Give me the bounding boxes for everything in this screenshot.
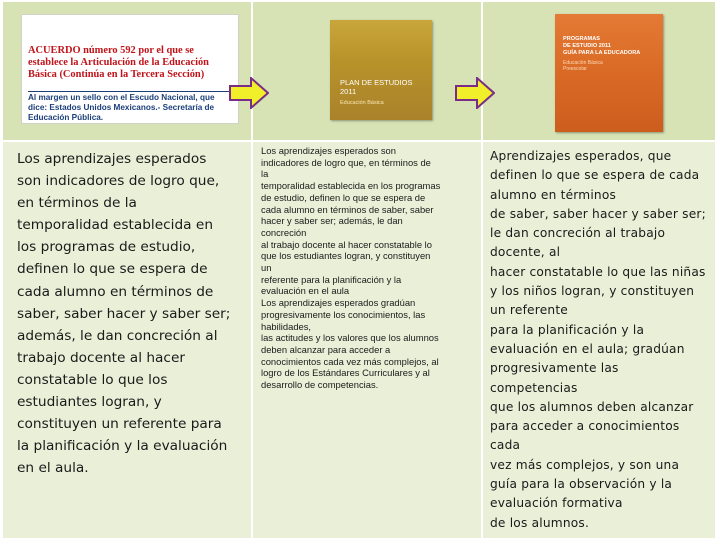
text-line: de saber, saber hacer y saber ser; xyxy=(490,206,706,221)
text-line: referente para la planificación y la xyxy=(261,273,402,285)
right-arrow-icon xyxy=(455,77,495,109)
text-line: son indicadores de logro que, xyxy=(17,173,220,190)
book1-title: PLAN DE ESTUDIOS 2011 xyxy=(340,78,413,96)
text-line: las actitudes y los valores que los alumnos xyxy=(261,332,439,344)
text-line: evaluación formativa xyxy=(490,496,623,511)
text-line: definen lo que se espera de xyxy=(17,261,208,278)
text-line: temporalidad establecida en los programas xyxy=(261,180,441,192)
text-line: definen lo que se espera de cada xyxy=(490,168,700,183)
text-line: que los alumnos deben alcanzar xyxy=(490,399,694,414)
text-line: evaluación en el aula; gradúan xyxy=(490,341,685,356)
text-line: guía para la observación y la xyxy=(490,477,673,492)
text-line: hacer y saber ser; además, le dan xyxy=(261,215,403,227)
text-line: concreción xyxy=(261,226,307,238)
programas-guia-book-cover xyxy=(555,14,663,132)
text-line: alumno en términos xyxy=(490,187,617,202)
text-line: docente, al xyxy=(490,245,561,260)
text-line: le dan concreción al trabajo xyxy=(490,226,666,241)
right-arrow-icon xyxy=(229,77,269,109)
text-line: Aprendizajes esperados, que xyxy=(490,149,672,163)
plan-paragraph xyxy=(261,145,477,391)
text-line: además, le dan concreción al xyxy=(17,327,218,344)
header-cell-acuerdo xyxy=(3,2,251,140)
text-line: la xyxy=(261,168,269,180)
plan-de-estudios-book-cover xyxy=(330,20,432,120)
text-line: Los aprendizajes esperados son xyxy=(261,145,396,156)
text-line: desarrollo de competencias. xyxy=(261,379,379,391)
text-line: de estudio, definen lo que se espera de xyxy=(261,191,426,203)
text-line: Los aprendizajes esperados xyxy=(17,151,207,167)
text-line: estudiantes logran, y xyxy=(17,394,162,411)
text-line: hacer constatable lo que las niñas xyxy=(490,264,706,279)
text-line: un xyxy=(261,262,272,274)
text-line: trabajo docente al hacer xyxy=(17,349,185,366)
comparison-table xyxy=(3,2,715,538)
text-line: vez más complejos, y son una xyxy=(490,457,680,472)
text-line: y los niños logran, y constituyen xyxy=(490,284,695,299)
text-line: en el aula. xyxy=(17,460,89,477)
text-line: para la planificación y la xyxy=(490,322,645,337)
text-line: en términos de la xyxy=(17,195,137,212)
programas-text-cell xyxy=(483,142,715,538)
text-line: un referente xyxy=(490,303,568,318)
text-line: habilidades, xyxy=(261,320,312,332)
text-line: cada alumno en términos de xyxy=(17,283,214,300)
text-line: progresivamente los conocimientos, las xyxy=(261,308,426,320)
text-line: saber, saber hacer y saber ser; xyxy=(17,305,231,322)
book2-title: PROGRAMAS DE ESTUDIO 2011 GUÍA PARA LA EDUCADORA xyxy=(563,36,641,56)
text-line: la planificación y la evaluación xyxy=(17,438,228,455)
text-line: los programas de estudio, xyxy=(17,239,196,256)
text-line: evaluación en el aula xyxy=(261,285,350,297)
text-line: progresivamente las xyxy=(490,361,619,376)
book2-subtitle: Educación Básica Preescolar xyxy=(563,60,603,72)
text-line: logro de los Estándares Curriculares y al xyxy=(261,367,430,379)
text-line: temporalidad establecida en xyxy=(17,217,213,234)
text-line: conocimientos cada vez más complejos, al xyxy=(261,355,439,367)
text-line: cada alumno en términos de saber, saber xyxy=(261,203,434,215)
book1-subtitle: Educación Básica xyxy=(340,100,384,106)
header-cell-plan xyxy=(253,2,481,140)
text-line: constatable lo que los xyxy=(17,371,168,388)
document-title: ACUERDO número 592 por el que se establece la Articulación de la Educación Básica (Continúa en la Tercera Sección) xyxy=(28,45,209,80)
plan-text-cell xyxy=(253,142,481,538)
text-line: al trabajo docente al hacer constatable lo xyxy=(261,238,432,250)
programas-paragraph xyxy=(490,147,714,533)
header-cell-programas xyxy=(483,2,715,140)
text-line: para acceder a conocimientos xyxy=(490,419,680,434)
text-line: indicadores de logro que, en términos de xyxy=(261,156,431,168)
text-line: constituyen un referente para xyxy=(17,416,222,433)
text-line: Los aprendizajes esperados gradúan xyxy=(261,297,416,309)
acuerdo-document-image xyxy=(21,14,239,124)
text-line: deben alcanzar para acceder a xyxy=(261,343,391,355)
acuerdo-paragraph xyxy=(17,148,249,479)
text-line: que los estudiantes logran, y constituyen xyxy=(261,250,431,262)
text-line: cada xyxy=(490,438,521,453)
document-subtitle: Al margen un sello con el Escudo Nacional, que dice: Estados Unidos Mexicanos.- Secretaría de Educación Pública. xyxy=(28,93,215,122)
acuerdo-text-cell xyxy=(3,142,251,538)
document-divider xyxy=(28,91,233,92)
text-line: competencias xyxy=(490,380,578,395)
text-line: de los alumnos. xyxy=(490,515,590,530)
